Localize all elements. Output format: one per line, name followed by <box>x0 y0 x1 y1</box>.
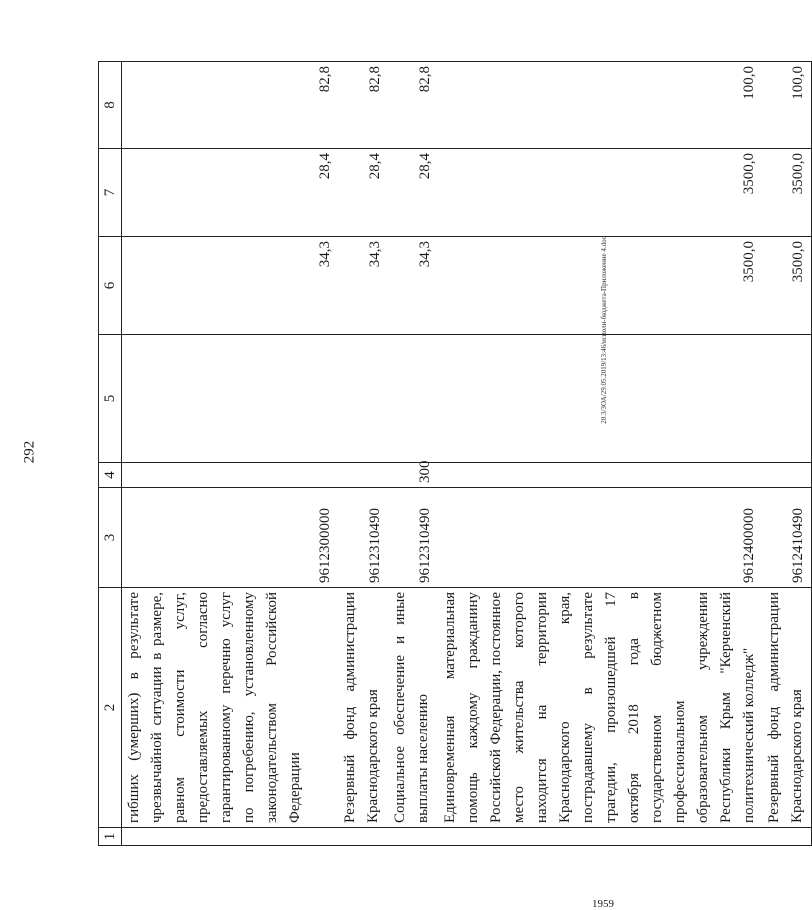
value-cell-7: 3500,0 <box>762 149 812 237</box>
description-cell: Резервный фонд администрации Краснодарского края <box>762 588 812 828</box>
row-index-cell <box>388 828 438 846</box>
type-cell <box>762 463 812 488</box>
description-cell: Резервный фонд администрации Краснодарского края <box>338 588 388 828</box>
description-cell: Социальное обеспечение и иные выплаты населению <box>388 588 438 828</box>
value-cell-7: 3500,0 <box>438 149 762 237</box>
value-cell-7: 28,4 <box>338 149 388 237</box>
value-cell-5 <box>122 335 338 463</box>
header-cell: 8 <box>99 62 122 149</box>
code-cell: 9612310490 <box>388 488 438 588</box>
value-cell-6: 34,3 <box>122 237 338 335</box>
value-cell-8: 82,8 <box>122 62 338 149</box>
value-cell-8: 100,0 <box>438 62 762 149</box>
table-row <box>762 62 812 846</box>
table-row <box>338 62 388 846</box>
description-cell: Единовременная материальная помощь каждому гражданину Российской Федерации, постоянное место жительства которого находится на территории Краснодарского края, пострадавшему в результате трагедии, произошедшей 17 октября 2018 года в государственном бюджетном профессиональном образовательном учреждении Республики Крым "Керченский политехнический колледж" <box>438 588 762 828</box>
header-cell: 7 <box>99 149 122 237</box>
row-index-cell <box>438 828 762 846</box>
table-row <box>438 62 762 846</box>
value-cell-8: 82,8 <box>338 62 388 149</box>
value-cell-6: 3500,0 <box>762 237 812 335</box>
type-cell <box>122 463 338 488</box>
budget-table <box>98 61 812 846</box>
table-row <box>122 62 338 846</box>
type-cell <box>438 463 762 488</box>
value-cell-6: 34,3 <box>338 237 388 335</box>
code-cell: 9612310490 <box>338 488 388 588</box>
row-index-cell <box>338 828 388 846</box>
header-cell: 1 <box>99 828 122 846</box>
type-cell: 300 <box>388 463 438 488</box>
header-cell: 3 <box>99 488 122 588</box>
value-cell-5 <box>338 335 388 463</box>
header-cell: 4 <box>99 463 122 488</box>
value-cell-6: 3500,0 <box>438 237 762 335</box>
document-file-note: 20.3/ЗОА/29.05.2019/13:46/исполн-бюджета-Приложение 4.doc <box>600 236 608 424</box>
table-header-row <box>99 62 122 846</box>
value-cell-8: 100,0 <box>762 62 812 149</box>
value-cell-5 <box>762 335 812 463</box>
header-cell: 5 <box>99 335 122 463</box>
value-cell-7: 28,4 <box>122 149 338 237</box>
page-number: 292 <box>21 440 38 464</box>
value-cell-5 <box>388 335 438 463</box>
table-row <box>388 62 438 846</box>
row-index-cell <box>762 828 812 846</box>
header-cell: 6 <box>99 237 122 335</box>
code-cell: 9612400000 <box>438 488 762 588</box>
code-cell: 9612300000 <box>122 488 338 588</box>
value-cell-8: 82,8 <box>388 62 438 149</box>
header-cell: 2 <box>99 588 122 828</box>
code-cell: 9612410490 <box>762 488 812 588</box>
description-cell: гибших (умерших) в результате чрезвычайной ситуации в размере, равном стоимости услуг, предоставляемых согласно гарантированному перечню услуг по погребению, установленному законодательством Российской Федерации <box>122 588 338 828</box>
type-cell <box>338 463 388 488</box>
corner-page-number: 1959 <box>592 898 614 910</box>
value-cell-7: 28,4 <box>388 149 438 237</box>
value-cell-6: 34,3 <box>388 237 438 335</box>
value-cell-5 <box>438 335 762 463</box>
row-index-cell <box>122 828 338 846</box>
